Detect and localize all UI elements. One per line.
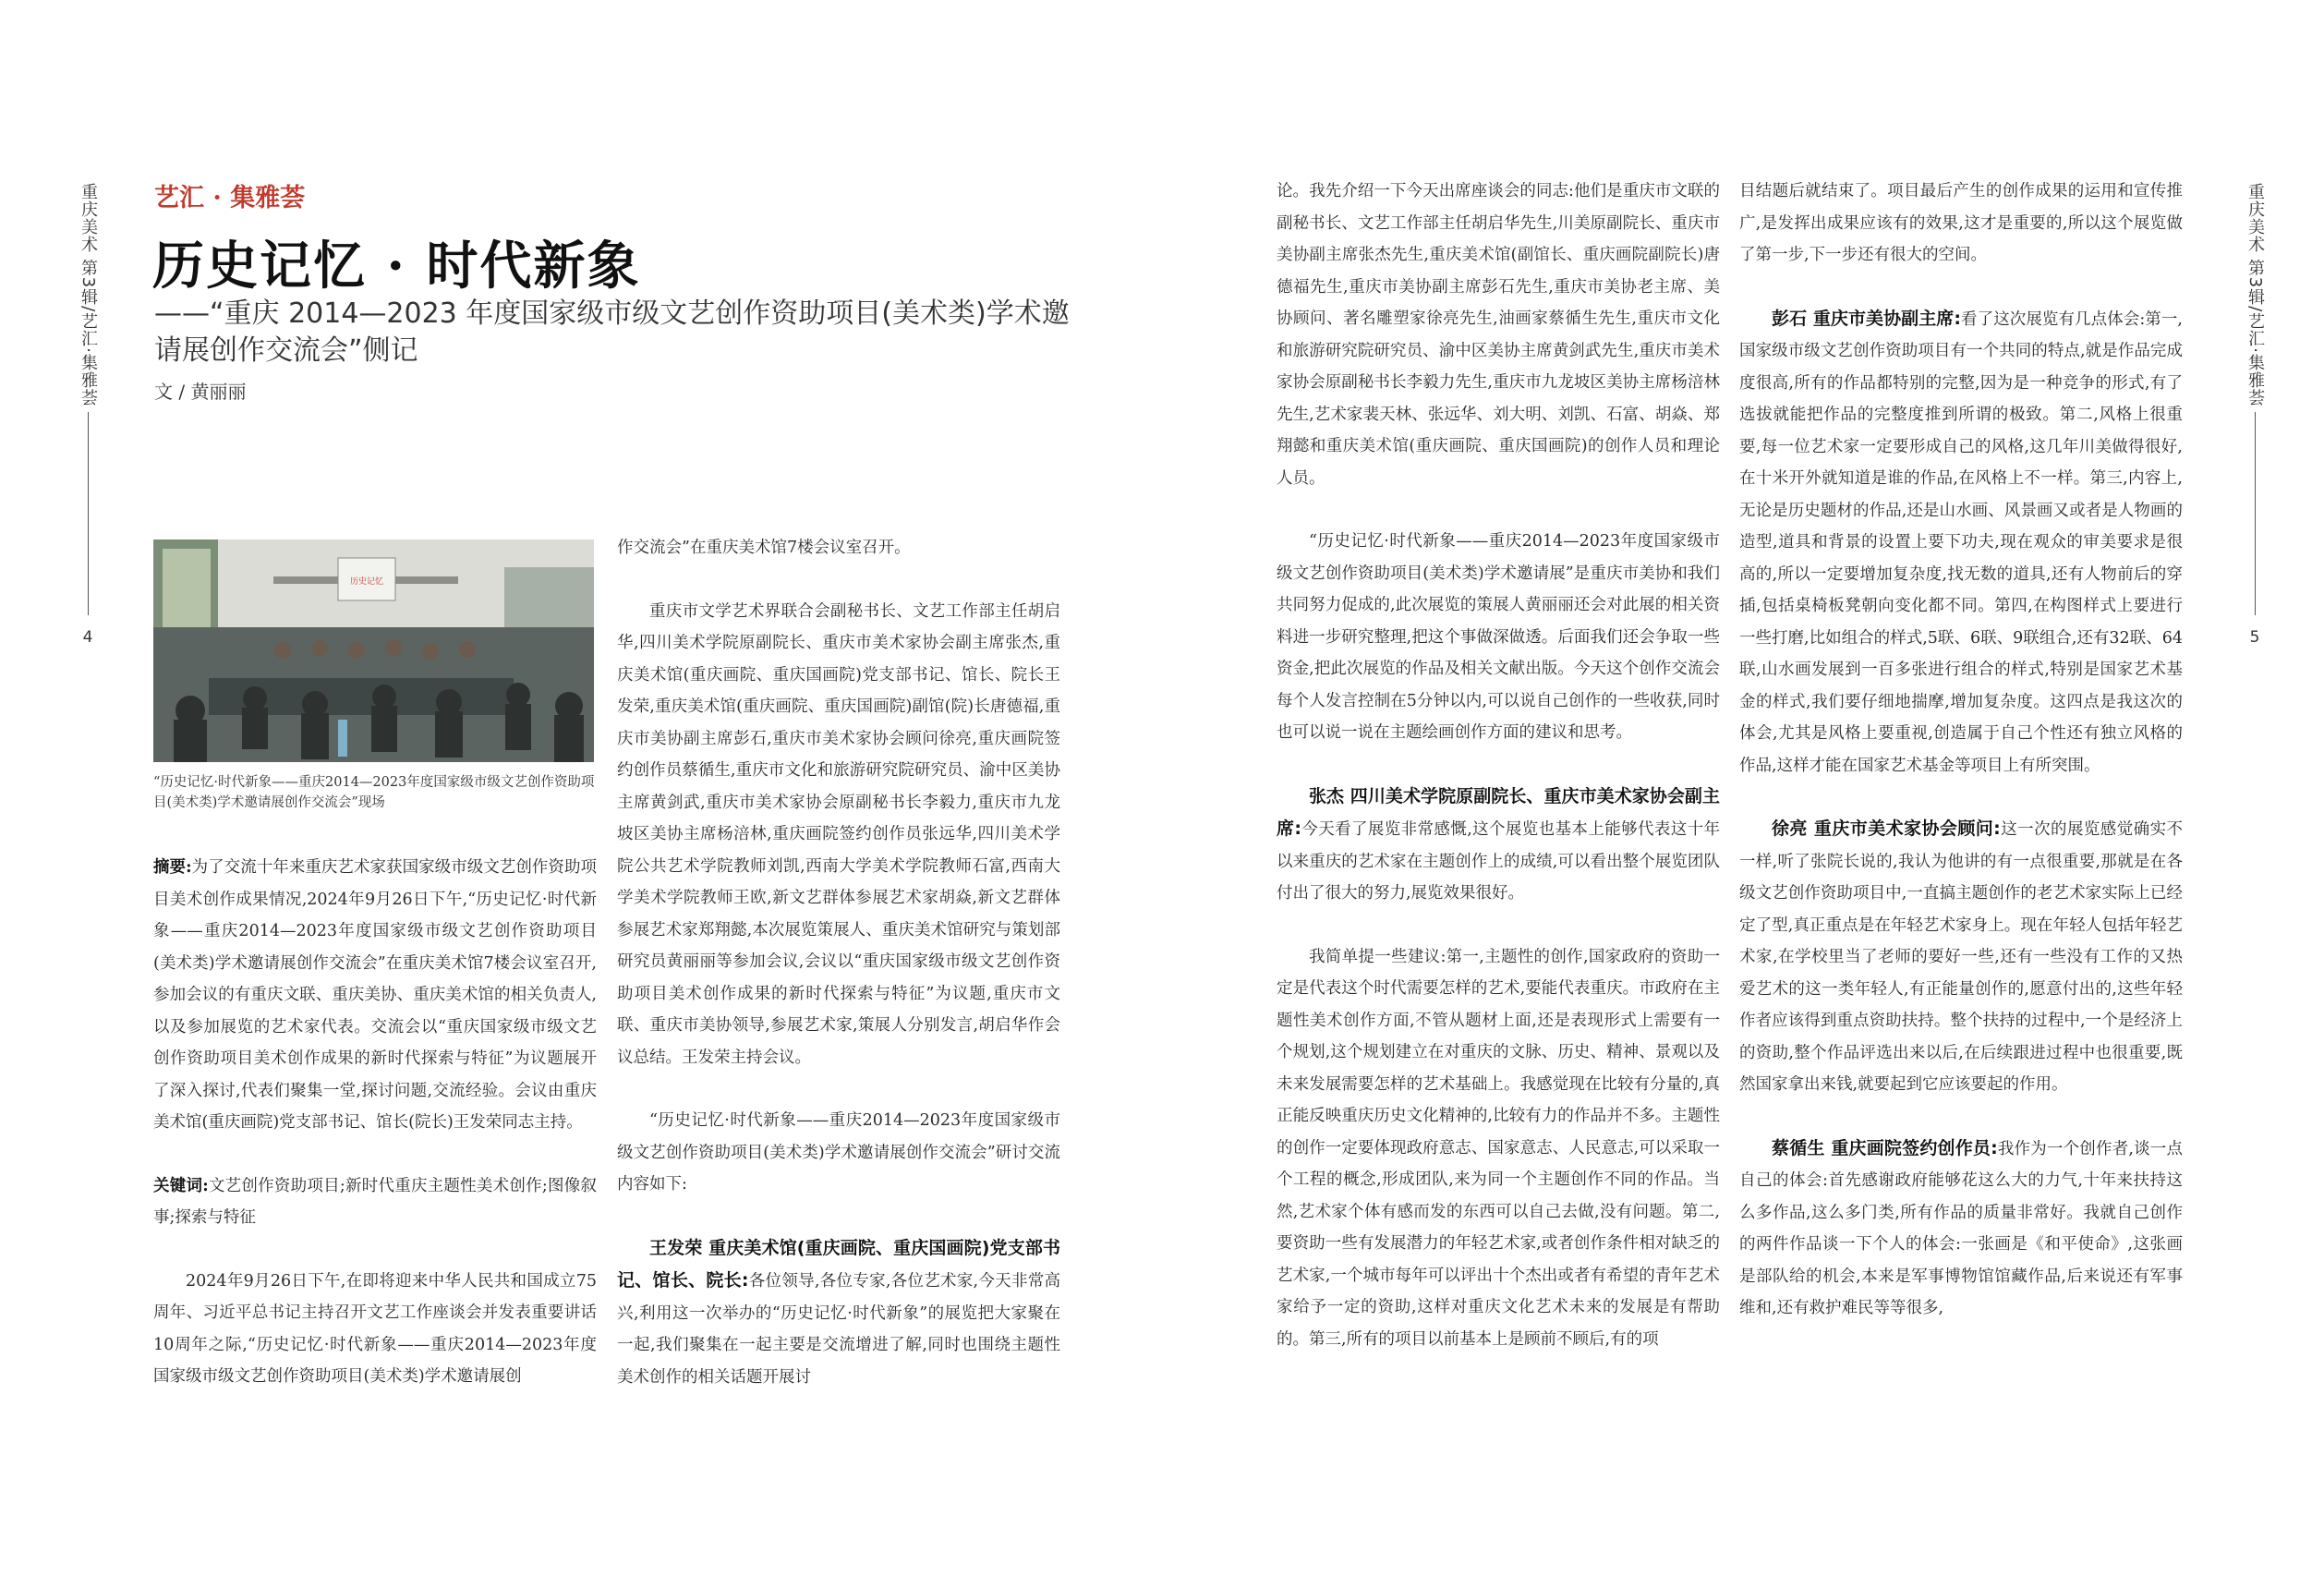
article-byline: 文 / 黄丽丽	[154, 381, 247, 403]
speaker-text: 这一次的展览感觉确实不一样,听了张院长说的,我认为他讲的有一点很重要,那就是在各级文艺创作资助项目中,一直搞主题创作的老艺术家实际上已经定了型,真正重点是在年轻艺术家身上。现在年轻人包括年轻艺术家,在学校里当了老师的要好一些,还有一些没有工作的又热爱艺术的这一类年轻人,有正能量创作的,愿意付出的,这些年轻作者应该得到重点资助扶持。整个扶持的过程中,一个是经济上的资助,整个作品评选出来以后,在后续跟进过程中也很重要,既然国家拿出来钱,就要起到它应该要起的作用。	[1739, 820, 2184, 1094]
paragraph: 目结题后就结束了。项目最后产生的创作成果的运用和宣传推广,是发挥出成果应该有的效果,这才是重要的,所以这个展览做了第一步,下一步还有很大的空间。	[1739, 182, 2183, 264]
speaker-paragraph	[1277, 781, 1720, 910]
right-page-number: 5	[2249, 627, 2260, 647]
right-running-head-rule	[2255, 412, 2256, 615]
speaker-text: 看了这次展览有几点体会:第一,国家级市级文艺创作资助项目有一个共同的特点,就是作品完成度很高,所有的作品都特别的完整,因为是一种竞争的形式,有了选拔就能把作品的完整度推到所谓的极致。第二,风格上很重要,每一位艺术家一定要形成自己的风格,这几年川美做得很好,在十米开外就知道是谁的作品,在风格上不一样。第三,内容上,无论是历史题材的作品,还是山水画、风景画又或者是人物画的造型,道具和背景的设置上要下功夫,现在观众的审美要求是很高的,所以一定要增加复杂度,找无数的道具,还有人物前后的穿插,包括桌椅板凳朝向变化都不同。第四,在构图样式上要进行一些打磨,比如组合的样式,5联、6联、9联组合,还有32联、64联,山水画发展到一百多张进行组合的样式,特别是国家艺术基金的样式,我们要仔细地揣摩,增加复杂度。这四点是我这次的体会,尤其是风格上要重视,创造属于自己个性还有独立风格的作品,这样才能在国家艺术基金等项目上有所突围。	[1739, 309, 2183, 775]
keywords-label: 关键词:	[153, 1176, 209, 1195]
speaker-paragraph	[1739, 303, 2183, 782]
speaker-name: 王发荣 重庆美术馆(重庆画院、重庆国画院)党支部书记、馆长、院长:	[617, 1237, 1060, 1291]
paragraph: 论。我先介绍一下今天出席座谈会的同志:他们是重庆市文联的副秘书长、文艺工作部主任胡启华先生,川美原副院长、重庆市美协副主席张杰先生,重庆美术馆(副馆长、重庆画院副院长)唐德福先生,重庆市美协副主席彭石先生,重庆市美协老主席、美协顾问、著名雕塑家徐亮先生,油画家蔡循生先生,重庆市文化和旅游研究院研究员、渝中区美协主席黄剑武先生,重庆市美术家协会原副秘书长李毅力先生,重庆市九龙坡区美协主席杨涪林先生,艺术家裴天林、张远华、刘大明、刘凯、石富、胡焱、郑翔懿和重庆美术馆(重庆画院、重庆国画院)的创作人员和理论人员。	[1277, 182, 1720, 488]
keywords-text: 文艺创作资助项目;新时代重庆主题性美术创作;图像叙事;探索与特征	[153, 1176, 597, 1227]
speaker-name: 蔡循生 重庆画院签约创作员:	[1772, 1137, 1998, 1158]
speaker-paragraph	[1739, 813, 2183, 1101]
speaker-paragraph	[1739, 1133, 2183, 1325]
column-2	[617, 532, 1060, 1424]
paragraph: 我简单提一些建议:第一,主题性的创作,国家政府的资助一定是代表这个时代需要怎样的艺术,要能代表重庆。市政府在主题性美术创作方面,不管从题材上面,还是表现形式上需要有一个规划,这个规划建立在对重庆的文脉、历史、精神、景观以及未来发展需要怎样的艺术基础上。我感觉现在比较有分量的,真正能反映重庆历史文化精神的,比较有力的作品并不多。主题性的创作一定要体现政府意志、国家意志、人民意志,可以采取一个工程的概念,形成团队,来为同一个主题创作不同的作品。当然,艺术家个体有感而发的东西可以自己去做,没有问题。第二,要资助一些有发展潜力的年轻艺术家,或者创作条件相对缺乏的艺术家,一个城市每年可以评出十个杰出或者有希望的青年艺术家给予一定的资助,这样对重庆文化艺术未来的发展是有帮助的。第三,所有的项目以前基本上是顾前不顾后,有的项	[1277, 947, 1720, 1349]
speaker-text: 我作为一个创作者,谈一点自己的体会:首先感谢政府能够花这么大的力气,十年来扶持这么多作品,这么多门类,所有作品的质量非常好。我就自己创作的两件作品谈一下个人的体会:一张画是《和平使命》,这张画是部队给的机会,本来是军事博物馆馆藏作品,后来说还有军事维和,还有救护难民等等很多,	[1739, 1139, 2183, 1317]
paragraph: 作交流会”在重庆美术馆7楼会议室召开。	[617, 539, 911, 557]
abstract-label: 摘要:	[153, 858, 192, 877]
column-4	[1739, 176, 2183, 1356]
section-tag: 艺汇 · 集雅荟	[154, 184, 306, 212]
meeting-photo	[153, 539, 594, 762]
paragraph: “历史记忆·时代新象——重庆2014—2023年度国家级市级文艺创作资助项目(美术类)学术邀请展创作交流会”研讨交流内容如下:	[617, 1111, 1060, 1194]
speaker-name: 彭石 重庆市美协副主席:	[1772, 308, 1961, 329]
intro-paragraph: 2024年9月26日下午,在即将迎来中华人民共和国成立75周年、习近平总书记主持召开文艺工作座谈会并发表重要讲话10周年之际,“历史记忆·时代新象——重庆2014—2023年度国家级市级文艺创作资助项目(美术类)学术邀请展创	[153, 1271, 597, 1386]
left-running-head	[74, 183, 102, 647]
left-page-number: 4	[82, 627, 93, 647]
paragraph: 重庆市文学艺术界联合会副秘书长、文艺工作部主任胡启华,四川美术学院原副院长、重庆市美术家协会副主席张杰,重庆美术馆(重庆画院、重庆国画院)党支部书记、馆长、院长王发荣,重庆美术馆(重庆画院、重庆国画院)副馆(院)长唐德福,重庆市美协副主席彭石,重庆市美术家协会顾问徐亮,重庆画院签约创作员蔡循生,重庆市文化和旅游研究院研究员、渝中区美协主席黄剑武,重庆市美术家协会原副秘书长李毅力,重庆市九龙坡区美协主席杨涪林,重庆画院签约创作员张远华,四川美术学院公共艺术学院教师刘凯,西南大学美术学院教师石富,西南大学美术学院教师王欧,新文艺群体参展艺术家胡焱,新文艺群体参展艺术家郑翔懿,本次展览策展人、重庆美术馆研究与策划部研究员黄丽丽等参加会议,会议以“重庆国家级市级文艺创作资助项目美术创作成果的新时代探索与特征”为议题,重庆市文联、重庆市美协领导,参展艺术家,策展人分别发言,胡启华作会议总结。王发荣主持会议。	[617, 601, 1060, 1067]
article-subtitle: ——“重庆 2014—2023 年度国家级市级文艺创作资助项目(美术类)学术邀请展创作交流会”侧记	[154, 297, 1070, 367]
speaker-text: 今天看了展览非常感慨,这个展览也基本上能够代表这十年以来重庆的艺术家在主题创作上的成绩,可以看出整个展览团队付出了很大的努力,展览效果很好。	[1277, 820, 1720, 903]
column-1	[153, 852, 597, 1424]
meeting-photo-illustration	[153, 539, 594, 762]
speaker-paragraph	[617, 1232, 1060, 1394]
article-title: 历史记忆 · 时代新象	[152, 236, 641, 297]
abstract-text: 为了交流十年来重庆艺术家获国家级市级文艺创作资助项目美术创作成果情况,2024年9月26日下午,“历史记忆·时代新象——重庆2014—2023年度国家级市级文艺创作资助项目(美术类)学术邀请展创作交流会”在重庆美术馆7楼会议室召开,参加会议的有重庆文联、重庆美协、重庆美术馆的相关负责人,以及参加展览的艺术家代表。交流会以“重庆国家级市级文艺创作资助项目美术创作成果的新时代探索与特征”为议题展开了深入探讨,代表们聚集一堂,探讨问题,交流经验。会议由重庆美术馆(重庆画院)党支部书记、馆长(院长)王发荣同志主持。	[153, 858, 597, 1132]
left-running-head-text: 重庆美术 第3辑/艺汇·集雅荟	[79, 183, 98, 406]
left-running-head-rule	[88, 412, 89, 615]
speaker-name: 张杰 四川美术学院原副院长、重庆市美术家协会副主席:	[1277, 785, 1720, 839]
speaker-name: 徐亮 重庆市美术家协会顾问:	[1772, 818, 2001, 839]
right-running-head-text: 重庆美术 第3辑/艺汇·集雅荟	[2245, 183, 2265, 406]
column-3	[1277, 176, 1720, 1387]
meeting-screen-text: 历史记忆	[349, 577, 384, 587]
speaker-text: 各位领导,各位专家,各位艺术家,今天非常高兴,利用这一次举办的“历史记忆·时代新象”的展览把大家聚在一起,我们聚集在一起主要是交流增进了解,同时也围绕主题性美术创作的相关话题开展讨	[617, 1272, 1060, 1387]
paragraph: “历史记忆·时代新象——重庆2014—2023年度国家级市级文艺创作资助项目(美术类)学术邀请展”是重庆市美协和我们共同努力促成的,此次展览的策展人黄丽丽还会对此展的相关资料进一步研究整理,把这个事做深做透。后面我们还会争取一些资金,把此次展览的作品及相关文献出版。今天这个创作交流会每个人发言控制在5分钟以内,可以说自己创作的一些收获,同时也可以说一说在主题绘画创作方面的建议和思考。	[1277, 532, 1720, 742]
keywords	[153, 1170, 597, 1234]
abstract	[153, 852, 597, 1139]
photo-caption: “历史记忆·时代新象——重庆2014—2023年度国家级市级文艺创作资助项目(美术类)学术邀请展创作交流会”现场	[153, 775, 595, 810]
right-running-head	[2241, 183, 2269, 647]
